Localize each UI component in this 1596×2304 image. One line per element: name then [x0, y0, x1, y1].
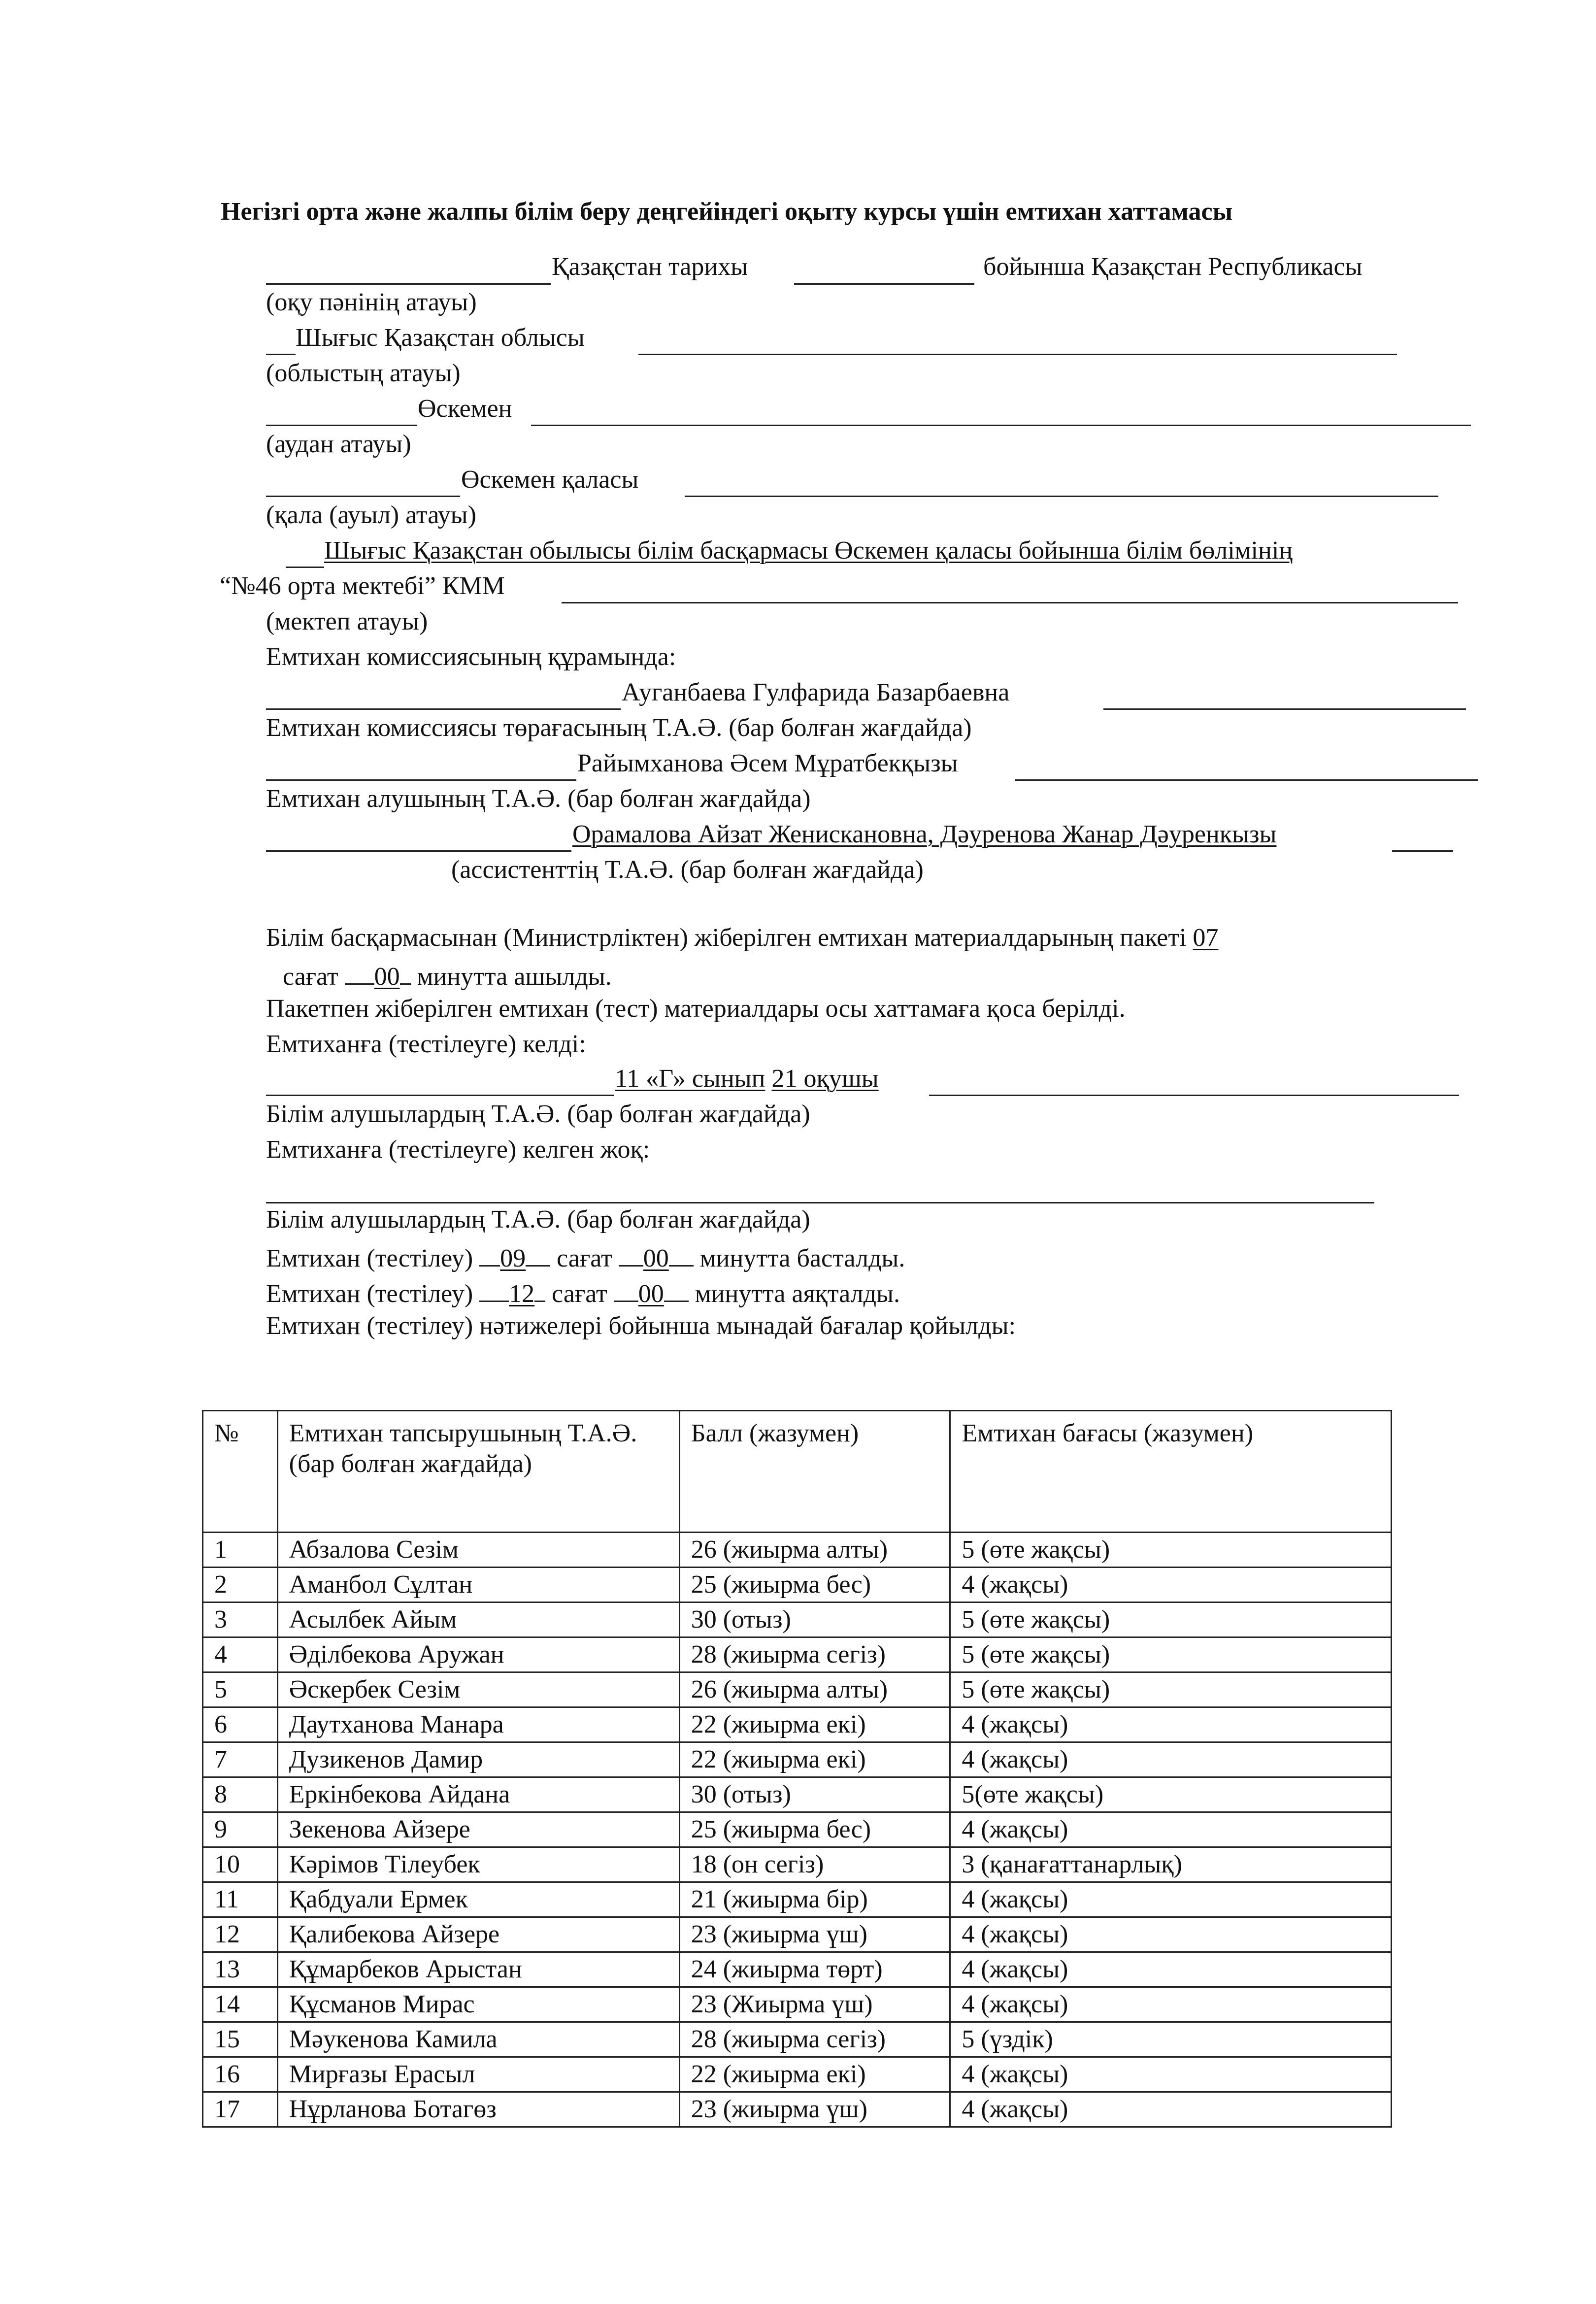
table-row	[203, 2092, 1392, 2127]
table-row	[203, 1917, 1392, 1952]
end-hour-blank-b	[534, 1275, 545, 1302]
results-body	[203, 1533, 1392, 2127]
header-number: №	[203, 1411, 278, 1533]
came-caption: Білім алушылардың Т.А.Ә. (бар болған жағдайда)	[266, 1100, 810, 1128]
came-value	[615, 1063, 879, 1095]
row-name: Қалибекова Айзере	[277, 1917, 679, 1952]
examiner-value: Райымханова Әсем Мұратбекқызы	[577, 749, 958, 777]
row-score: 23 (Жиырма үш)	[679, 1987, 950, 2022]
school-line1	[324, 535, 1293, 567]
school-line2: “№46 орта мектебі” КММ	[220, 572, 505, 600]
subject-value: Қазақстан тарихы	[552, 253, 748, 281]
package-minute-blank-b	[400, 958, 411, 985]
package-line1	[266, 922, 1218, 954]
chair-leading-blank	[266, 708, 621, 710]
row-name: Әділбекова Аружан	[277, 1637, 679, 1672]
table-row	[203, 1672, 1392, 1707]
package-text: Білім басқармасынан (Министрліктен) жіберілген емтихан материалдарының пакеті	[266, 924, 1187, 952]
row-grade: 5(өте жақсы)	[950, 1777, 1392, 1812]
end-word-hour: сағат	[552, 1280, 607, 1308]
row-name: Даутханова Манара	[277, 1707, 679, 1742]
row-name: Еркінбекова Айдана	[277, 1777, 679, 1812]
row-score: 21 (жиырма бір)	[679, 1882, 950, 1917]
came-heading: Емтиханға (тестілеуге) келді:	[266, 1030, 586, 1058]
row-score: 30 (отыз)	[679, 1777, 950, 1812]
table-row	[203, 1568, 1392, 1603]
assistants-value	[572, 819, 1276, 850]
commission-heading: Емтихан комиссиясының құрамында:	[266, 643, 676, 671]
start-word-hour: сағат	[557, 1244, 612, 1272]
assistants-caption: (ассистенттің Т.А.Ә. (бар болған жағдайда)	[451, 856, 924, 884]
school-line1-text: Шығыс Қазақстан обылысы білім басқармасы Өскемен қаласы бойынша білім бөлімінің	[324, 536, 1293, 565]
start-minute-blank-a	[619, 1239, 643, 1267]
school-caption: (мектеп атауы)	[266, 607, 428, 635]
package-hour: 07	[1193, 924, 1219, 952]
end-minute-blank-b	[664, 1275, 689, 1302]
table-row	[203, 1777, 1392, 1812]
row-score: 26 (жиырма алты)	[679, 1533, 950, 1568]
table-row	[203, 1812, 1392, 1847]
row-number: 3	[203, 1603, 278, 1637]
row-score: 28 (жиырма сегіз)	[679, 1637, 950, 1672]
came-class: 11 «Г» сынып	[615, 1065, 765, 1093]
end-hour-blank-a	[479, 1275, 509, 1302]
row-grade: 4 (жақсы)	[950, 2057, 1392, 2092]
district-leading-blank	[266, 425, 417, 426]
row-score: 23 (жиырма үш)	[679, 1917, 950, 1952]
end-minute-blank-a	[614, 1275, 638, 1302]
start-minute: 00	[643, 1244, 669, 1272]
row-number: 13	[203, 1952, 278, 1987]
package-minute: 00	[374, 963, 400, 991]
package-word-hour: сағат	[283, 963, 338, 991]
region-leading-blank	[266, 354, 296, 355]
city-trailing-blank	[685, 496, 1438, 497]
row-score: 23 (жиырма үш)	[679, 2092, 950, 2127]
row-number: 16	[203, 2057, 278, 2092]
row-number: 7	[203, 1742, 278, 1777]
row-name: Қабдуали Ермек	[277, 1882, 679, 1917]
row-grade: 5 (өте жақсы)	[950, 1672, 1392, 1707]
table-row	[203, 1603, 1392, 1637]
header-grade: Емтихан бағасы (жазумен)	[950, 1411, 1392, 1533]
header-score: Балл (жазумен)	[679, 1411, 950, 1533]
package-tail: минутта ашылды.	[417, 963, 612, 991]
row-score: 22 (жиырма екі)	[679, 1707, 950, 1742]
start-hour-blank-a	[479, 1239, 500, 1267]
row-score: 28 (жиырма сегіз)	[679, 2022, 950, 2057]
package-line2	[283, 958, 612, 993]
city-leading-blank	[266, 496, 460, 497]
row-name: Асылбек Айым	[277, 1603, 679, 1637]
table-row	[203, 1637, 1392, 1672]
region-trailing-blank	[638, 354, 1397, 355]
row-number: 8	[203, 1777, 278, 1812]
table-row	[203, 1533, 1392, 1568]
absent-caption: Білім алушылардың Т.А.Ә. (бар болған жағдайда)	[266, 1205, 810, 1234]
row-number: 12	[203, 1917, 278, 1952]
district-value: Өскемен	[418, 395, 512, 423]
start-hour: 09	[500, 1244, 526, 1272]
subject-caption: (оқу пәнінің атауы)	[266, 288, 477, 316]
row-grade: 4 (жақсы)	[950, 2092, 1392, 2127]
row-number: 10	[203, 1847, 278, 1882]
row-grade: 5 (үздік)	[950, 2022, 1392, 2057]
header-name: Емтихан тапсырушының Т.А.Ә. (бар болған жағдайда)	[277, 1411, 679, 1533]
row-name: Нұрланова Ботагөз	[277, 2092, 679, 2127]
document-title: Негізгі орта және жалпы білім беру деңгейіндегі оқыту курсы үшін емтихан хаттамасы	[221, 198, 1233, 226]
row-name: Зекенова Айзере	[277, 1812, 679, 1847]
chair-caption: Емтихан комиссиясы төрағасының Т.А.Ә. (бар болған жағдайда)	[266, 714, 972, 742]
table-row	[203, 1952, 1392, 1987]
subject-suffix: бойынша Қазақстан Республикасы	[983, 253, 1363, 281]
subject-leading-blank	[266, 283, 551, 285]
row-name: Әскербек Сезім	[277, 1672, 679, 1707]
came-count: 21 оқушы	[771, 1065, 879, 1093]
city-value: Өскемен қаласы	[461, 466, 639, 494]
row-name: Дузикенов Дамир	[277, 1742, 679, 1777]
examiner-trailing-blank	[1015, 779, 1478, 781]
start-minute-blank-b	[669, 1239, 694, 1267]
table-row	[203, 1882, 1392, 1917]
came-leading-blank	[266, 1095, 614, 1096]
chair-value: Ауганбаева Гулфарида Базарбаевна	[622, 678, 1010, 706]
row-grade: 5 (өте жақсы)	[950, 1637, 1392, 1672]
end-line	[266, 1275, 900, 1310]
row-name: Құмарбеков Арыстан	[277, 1952, 679, 1987]
row-grade: 4 (жақсы)	[950, 1707, 1392, 1742]
subject-trailing-blank	[794, 283, 974, 285]
city-caption: (қала (ауыл) атауы)	[266, 501, 476, 529]
row-number: 4	[203, 1637, 278, 1672]
row-grade: 4 (жақсы)	[950, 1742, 1392, 1777]
table-row	[203, 1987, 1392, 2022]
assistants-text: Орамалова Айзат Женискановна, Дәуренова Жанар Дәуренкызы	[572, 820, 1277, 848]
row-score: 25 (жиырма бес)	[679, 1568, 950, 1603]
results-table	[202, 1410, 1392, 2128]
start-prefix: Емтихан (тестілеу)	[266, 1244, 473, 1272]
row-name: Аманбол Сұлтан	[277, 1568, 679, 1603]
row-number: 9	[203, 1812, 278, 1847]
attached-text: Пакетпен жіберілген емтихан (тест) материалдары осы хаттамаға қоса берілді.	[266, 995, 1126, 1023]
start-line	[266, 1239, 905, 1274]
end-prefix: Емтихан (тестілеу)	[266, 1280, 473, 1308]
chair-trailing-blank	[1103, 708, 1466, 710]
examiner-caption: Емтихан алушының Т.А.Ә. (бар болған жағдайда)	[266, 785, 811, 813]
start-tail: минутта басталды.	[699, 1244, 905, 1272]
district-trailing-blank	[531, 425, 1471, 426]
assistants-trailing-blank	[1392, 850, 1453, 852]
results-header-row	[203, 1411, 1392, 1533]
row-name: Мирғазы Ерасыл	[277, 2057, 679, 2092]
row-grade: 5 (өте жақсы)	[950, 1603, 1392, 1637]
row-grade: 4 (жақсы)	[950, 1812, 1392, 1847]
row-score: 24 (жиырма төрт)	[679, 1952, 950, 1987]
row-score: 22 (жиырма екі)	[679, 2057, 950, 2092]
row-name: Кәрімов Тілеубек	[277, 1847, 679, 1882]
row-score: 22 (жиырма екі)	[679, 1742, 950, 1777]
table-row	[203, 2022, 1392, 2057]
came-trailing-blank	[929, 1095, 1459, 1096]
school-leading-blank	[286, 567, 324, 568]
end-minute: 00	[638, 1280, 664, 1308]
row-score: 18 (он сегіз)	[679, 1847, 950, 1882]
row-number: 6	[203, 1707, 278, 1742]
row-grade: 4 (жақсы)	[950, 1987, 1392, 2022]
table-row	[203, 1707, 1392, 1742]
end-tail: минутта аяқталды.	[695, 1280, 900, 1308]
absent-blank	[266, 1202, 1374, 1203]
row-number: 11	[203, 1882, 278, 1917]
row-grade: 4 (жақсы)	[950, 1882, 1392, 1917]
assistants-leading-blank	[266, 850, 571, 852]
school-trailing-blank	[562, 602, 1458, 603]
region-value: Шығыс Қазақстан облысы	[296, 324, 585, 352]
end-hour: 12	[509, 1280, 535, 1308]
row-name: Абзалова Сезім	[277, 1533, 679, 1568]
row-grade: 4 (жақсы)	[950, 1917, 1392, 1952]
row-name: Мәукенова Камила	[277, 2022, 679, 2057]
row-number: 5	[203, 1672, 278, 1707]
row-number: 1	[203, 1533, 278, 1568]
absent-heading: Емтиханға (тестілеуге) келген жоқ:	[266, 1135, 650, 1164]
row-grade: 3 (қанағаттанарлық)	[950, 1847, 1392, 1882]
region-caption: (облыстың атауы)	[266, 359, 461, 387]
row-score: 26 (жиырма алты)	[679, 1672, 950, 1707]
row-number: 14	[203, 1987, 278, 2022]
table-row	[203, 1742, 1392, 1777]
row-grade: 5 (өте жақсы)	[950, 1533, 1392, 1568]
row-grade: 4 (жақсы)	[950, 1952, 1392, 1987]
table-row	[203, 2057, 1392, 2092]
row-score: 25 (жиырма бес)	[679, 1812, 950, 1847]
row-score: 30 (отыз)	[679, 1603, 950, 1637]
row-name: Құсманов Мирас	[277, 1987, 679, 2022]
district-caption: (аудан атауы)	[266, 430, 411, 458]
row-number: 2	[203, 1568, 278, 1603]
row-number: 17	[203, 2092, 278, 2127]
table-row	[203, 1847, 1392, 1882]
package-minute-blank-a	[345, 958, 374, 985]
start-hour-blank-b	[526, 1239, 550, 1267]
examiner-leading-blank	[266, 779, 576, 781]
results-heading: Емтихан (тестілеу) нәтижелері бойынша мынадай бағалар қойылды:	[266, 1312, 1016, 1340]
row-number: 15	[203, 2022, 278, 2057]
row-grade: 4 (жақсы)	[950, 1568, 1392, 1603]
